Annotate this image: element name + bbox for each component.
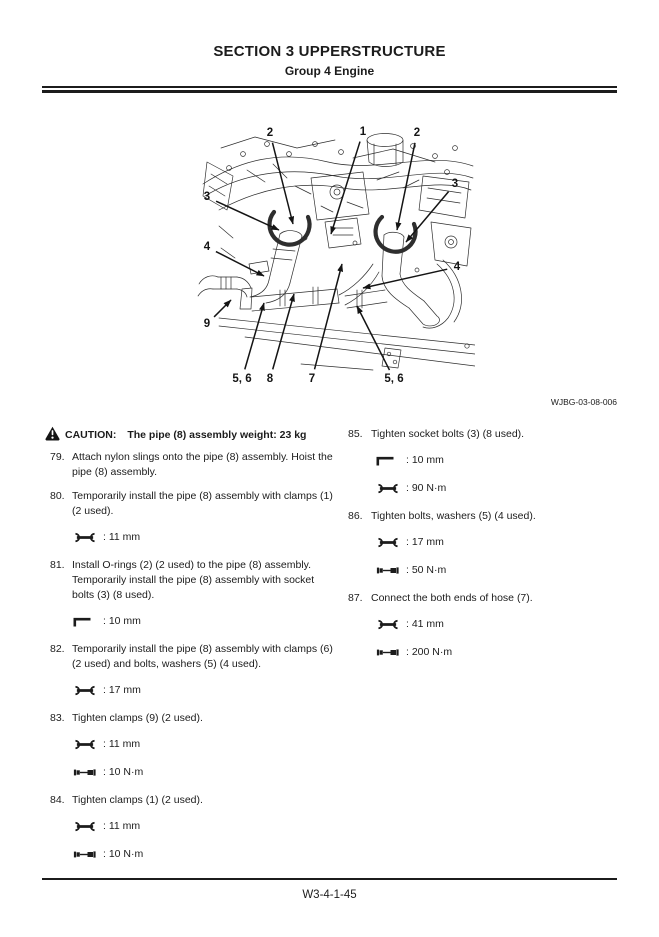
step-number: 79.	[50, 451, 65, 463]
step-text: Attach nylon slings onto the pipe (8) assembly. Hoist the pipe (8) assembly.	[72, 451, 333, 478]
step-text: Connect the both ends of hose (7).	[371, 592, 533, 604]
wrench-icon	[72, 821, 103, 832]
hex-key-icon	[72, 616, 103, 628]
step-number: 82.	[50, 643, 65, 655]
tool-spec-value: : 17 mm	[406, 536, 444, 548]
procedure-step	[50, 489, 337, 519]
torque-wrench-icon	[375, 647, 406, 658]
torque-wrench-icon	[72, 849, 103, 860]
callout-leader-line	[216, 252, 264, 276]
tool-spec-value: : 10 mm	[406, 454, 444, 466]
callout-number: 5, 6	[384, 373, 404, 385]
wrench-icon	[72, 739, 103, 750]
tool-spec-row	[72, 847, 337, 862]
caution-text: The pipe (8) assembly weight: 23 kg	[127, 428, 307, 441]
callout-leader-line	[357, 306, 389, 370]
tool-spec-value: : 11 mm	[103, 820, 141, 832]
step-number: 83.	[50, 712, 65, 724]
tool-spec-value: : 17 mm	[103, 684, 141, 696]
tool-spec-row	[375, 617, 629, 632]
step-text: Install O-rings (2) (2 used) to the pipe (8) assembly. Temporarily install the pipe (8) assembly with socket bolts (3) (8 used).	[72, 559, 315, 601]
figure-callout	[204, 300, 231, 330]
page-number: W3-4-1-45	[302, 889, 357, 901]
step-text: Temporarily install the pipe (8) assembly with clamps (6) (2 used) and bolts, washers (5) (4 used).	[72, 643, 333, 670]
torque-wrench-icon	[375, 565, 406, 576]
callout-number: 2	[413, 127, 421, 139]
wrench-icon	[72, 685, 103, 696]
warning-triangle-icon	[45, 426, 60, 441]
procedure-step	[50, 558, 337, 603]
step-number: 80.	[50, 490, 65, 502]
engine-figure	[185, 118, 475, 403]
callout-number: 1	[359, 126, 367, 138]
figure-callout	[232, 303, 264, 385]
tool-spec-value: : 11 mm	[103, 738, 141, 750]
procedure-step	[50, 793, 337, 808]
section-title: SECTION 3 UPPERSTRUCTURE	[213, 43, 446, 60]
figure-callout	[204, 191, 279, 230]
callout-leader-line	[397, 143, 415, 230]
step-text: Tighten bolts, washers (5) (4 used).	[371, 510, 536, 522]
tool-spec-value: : 10 mm	[103, 615, 141, 627]
instruction-columns	[45, 427, 629, 875]
callout-leader-line	[273, 294, 294, 369]
steps-column-right	[348, 427, 629, 673]
tool-spec-row	[72, 683, 337, 698]
callout-leader-line	[331, 142, 360, 234]
tool-spec-row	[375, 453, 629, 468]
tool-spec-value: : 10 N·m	[103, 766, 144, 778]
caution-note	[45, 427, 337, 442]
procedure-step	[348, 427, 629, 442]
procedure-step	[348, 591, 629, 606]
callout-leader-line	[315, 264, 342, 369]
callout-number: 9	[203, 318, 211, 330]
figure-callout	[204, 241, 264, 276]
footer-rule	[42, 878, 617, 880]
step-text: Tighten clamps (9) (2 used).	[72, 712, 203, 724]
callout-number: 5, 6	[232, 373, 252, 385]
tool-spec-row	[375, 563, 629, 578]
header-rule	[42, 86, 617, 93]
steps-right-list	[348, 427, 629, 660]
callout-number: 4	[453, 261, 461, 273]
callout-number: 7	[308, 373, 316, 385]
tool-spec-row	[375, 535, 629, 550]
procedure-step	[348, 509, 629, 524]
tool-spec-row	[72, 614, 337, 629]
step-number: 86.	[348, 510, 363, 522]
figure-reference-code: WJBG-03-08-006	[550, 397, 617, 407]
callout-leader-line	[406, 192, 449, 242]
figure-callout	[331, 126, 367, 234]
wrench-icon	[72, 532, 103, 543]
callout-number: 2	[266, 127, 274, 139]
procedure-step	[50, 450, 337, 480]
callout-number: 4	[203, 241, 211, 253]
engine-line-art	[198, 134, 475, 371]
callout-number: 3	[451, 178, 459, 190]
tool-spec-value: : 11 mm	[103, 531, 141, 543]
callout-number: 8	[266, 373, 274, 385]
tool-spec-value: : 50 N·m	[406, 564, 447, 576]
step-number: 87.	[348, 592, 363, 604]
tool-spec-row	[72, 530, 337, 545]
step-number: 81.	[50, 559, 65, 571]
tool-spec-row	[72, 819, 337, 834]
tool-spec-value: : 41 mm	[406, 618, 444, 630]
wrench-icon	[375, 537, 406, 548]
callout-leader-line	[214, 300, 231, 317]
step-number: 84.	[50, 794, 65, 806]
tool-spec-row	[72, 737, 337, 752]
step-text: Temporarily install the pipe (8) assembly with clamps (1) (2 used).	[72, 490, 333, 517]
engine-diagram	[185, 118, 475, 403]
procedure-step	[50, 711, 337, 726]
torque-wrench-icon	[72, 767, 103, 778]
tool-spec-row	[72, 765, 337, 780]
hex-key-icon	[375, 455, 406, 467]
procedure-step	[50, 642, 337, 672]
wrench-icon	[375, 483, 406, 494]
tool-spec-row	[375, 645, 629, 660]
figure-callout	[267, 127, 293, 224]
group-title: Group 4 Engine	[284, 64, 375, 78]
page-header	[0, 0, 659, 93]
callout-leader-line	[245, 303, 264, 369]
step-text: Tighten socket bolts (3) (8 used).	[371, 428, 525, 440]
figure-callout	[397, 127, 420, 230]
steps-column-left	[45, 427, 337, 875]
tool-spec-value: : 90 N·m	[406, 482, 447, 494]
tool-spec-value: : 200 N·m	[406, 646, 453, 658]
caution-label: CAUTION:	[65, 428, 117, 441]
tool-spec-value: : 10 N·m	[103, 848, 144, 860]
wrench-icon	[375, 619, 406, 630]
figure-callout	[267, 294, 294, 385]
step-number: 85.	[348, 428, 363, 440]
step-text: Tighten clamps (1) (2 used).	[72, 794, 203, 806]
callout-number: 3	[203, 191, 211, 203]
tool-spec-row	[375, 481, 629, 496]
steps-left-list	[45, 450, 337, 862]
